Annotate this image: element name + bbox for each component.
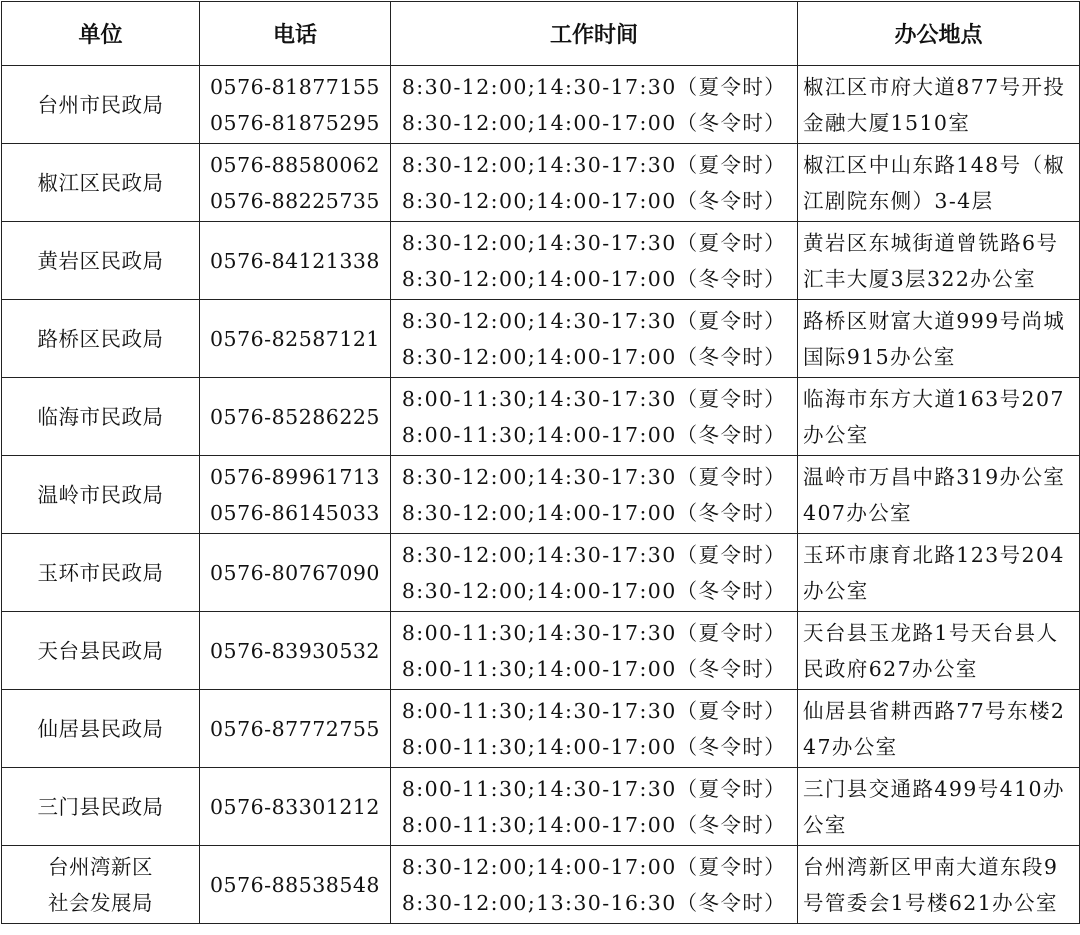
office-address: 黄岩区东城街道曾铣路6号汇丰大厦3层322办公室: [798, 222, 1080, 300]
office-address: 玉环市康育北路123号204办公室: [798, 534, 1080, 612]
hours-cell: [391, 144, 798, 222]
unit-cell: [2, 222, 200, 300]
table-row: [2, 222, 1080, 300]
phone-cell: [200, 144, 391, 222]
working-hours: 8:00-11:30;14:00-17:00（冬令时）: [401, 734, 787, 759]
office-address: 路桥区财富大道999号尚城国际915办公室: [798, 300, 1080, 378]
unit-cell: [2, 846, 200, 924]
phone-number: 0576-81877155: [210, 74, 380, 99]
phone-cell: [200, 222, 391, 300]
table-row: [2, 144, 1080, 222]
unit-cell: [2, 690, 200, 768]
unit-name: 椒江区民政局: [37, 170, 164, 195]
unit-cell: [2, 768, 200, 846]
phone-number: 0576-82587121: [210, 326, 380, 351]
phone-cell: [200, 300, 391, 378]
phone-number: 0576-85286225: [210, 404, 380, 429]
unit-cell: [2, 612, 200, 690]
working-hours: 8:30-12:00;14:00-17:00（冬令时）: [401, 110, 787, 135]
phone-number: 0576-83301212: [210, 794, 380, 819]
unit-name: 玉环市民政局: [37, 560, 164, 585]
unit-cell: [2, 144, 200, 222]
table-row: [2, 846, 1080, 924]
phone-number: 0576-83930532: [210, 638, 380, 663]
working-hours: 8:00-11:30;14:30-17:30（夏令时）: [401, 386, 787, 411]
header-unit: 单位: [2, 2, 200, 66]
working-hours: 8:00-11:30;14:30-17:30（夏令时）: [401, 776, 787, 801]
hours-cell: [391, 768, 798, 846]
unit-cell: [2, 378, 200, 456]
phone-cell: [200, 846, 391, 924]
working-hours: 8:00-11:30;14:00-17:00（冬令时）: [401, 656, 787, 681]
unit-name: 台州湾新区: [48, 854, 153, 879]
office-address: 三门县交通路499号410办公室: [798, 768, 1080, 846]
phone-cell: [200, 612, 391, 690]
phone-number: 0576-86145033: [210, 500, 380, 525]
unit-name: 黄岩区民政局: [37, 248, 164, 273]
hours-cell: [391, 690, 798, 768]
working-hours: 8:30-12:00;14:30-17:30（夏令时）: [401, 230, 787, 255]
working-hours: 8:00-11:30;14:00-17:00（冬令时）: [401, 812, 787, 837]
unit-name: 三门县民政局: [37, 794, 164, 819]
unit-name: 路桥区民政局: [37, 326, 164, 351]
phone-number: 0576-89961713: [210, 464, 380, 489]
header-hours: 工作时间: [391, 2, 798, 66]
table-row: [2, 456, 1080, 534]
phone-number: 0576-87772755: [210, 716, 380, 741]
table-row: [2, 768, 1080, 846]
office-address: 天台县玉龙路1号天台县人民政府627办公室: [798, 612, 1080, 690]
office-address: 临海市东方大道163号207办公室: [798, 378, 1080, 456]
phone-cell: [200, 378, 391, 456]
office-address: 台州湾新区甲南大道东段9号管委会1号楼621办公室: [798, 846, 1080, 924]
phone-number: 0576-88538548: [210, 872, 380, 897]
phone-number: 0576-84121338: [210, 248, 380, 273]
working-hours: 8:30-12:00;14:30-17:30（夏令时）: [401, 74, 787, 99]
working-hours: 8:30-12:00;14:30-17:30（夏令时）: [401, 542, 787, 567]
unit-name: 临海市民政局: [37, 404, 164, 429]
working-hours: 8:30-12:00;14:00-17:00（冬令时）: [401, 578, 787, 603]
table-row: [2, 300, 1080, 378]
office-address: 椒江区中山东路148号（椒江剧院东侧）3-4层: [798, 144, 1080, 222]
unit-name: 仙居县民政局: [37, 716, 164, 741]
working-hours: 8:30-12:00;14:30-17:30（夏令时）: [401, 152, 787, 177]
phone-number: 0576-80767090: [210, 560, 380, 585]
phone-cell: [200, 66, 391, 144]
office-address: 椒江区市府大道877号开投金融大厦1510室: [798, 66, 1080, 144]
working-hours: 8:30-12:00;14:30-17:30（夏令时）: [401, 464, 787, 489]
table-row: [2, 378, 1080, 456]
phone-number: 0576-81875295: [210, 110, 380, 135]
hours-cell: [391, 612, 798, 690]
phone-cell: [200, 768, 391, 846]
table-body: [2, 66, 1080, 924]
working-hours: 8:30-12:00;14:00-17:00（冬令时）: [401, 188, 787, 213]
working-hours: 8:30-12:00;14:00-17:00（夏令时）: [401, 854, 787, 879]
header-phone: 电话: [200, 2, 391, 66]
hours-cell: [391, 222, 798, 300]
phone-cell: [200, 690, 391, 768]
office-address: 温岭市万昌中路319办公室407办公室: [798, 456, 1080, 534]
hours-cell: [391, 534, 798, 612]
table-row: [2, 690, 1080, 768]
unit-cell: [2, 534, 200, 612]
working-hours: 8:30-12:00;14:00-17:00（冬令时）: [401, 266, 787, 291]
unit-name: 台州市民政局: [37, 92, 164, 117]
table-row: [2, 612, 1080, 690]
table-row: [2, 66, 1080, 144]
phone-number: 0576-88225735: [210, 188, 380, 213]
civil-affairs-contact-table: [1, 1, 1080, 924]
unit-name: 温岭市民政局: [37, 482, 164, 507]
table-row: [2, 534, 1080, 612]
unit-cell: [2, 66, 200, 144]
working-hours: 8:00-11:30;14:00-17:00（冬令时）: [401, 422, 787, 447]
working-hours: 8:00-11:30;14:30-17:30（夏令时）: [401, 620, 787, 645]
header-address: 办公地点: [798, 2, 1080, 66]
unit-name: 社会发展局: [48, 890, 153, 915]
hours-cell: [391, 378, 798, 456]
unit-cell: [2, 456, 200, 534]
working-hours: 8:30-12:00;14:00-17:00（冬令时）: [401, 500, 787, 525]
table-header-row: [2, 2, 1080, 66]
phone-cell: [200, 534, 391, 612]
office-address: 仙居县省耕西路77号东楼247办公室: [798, 690, 1080, 768]
unit-cell: [2, 300, 200, 378]
hours-cell: [391, 846, 798, 924]
working-hours: 8:30-12:00;14:30-17:30（夏令时）: [401, 308, 787, 333]
working-hours: 8:30-12:00;14:00-17:00（冬令时）: [401, 344, 787, 369]
hours-cell: [391, 300, 798, 378]
working-hours: 8:00-11:30;14:30-17:30（夏令时）: [401, 698, 787, 723]
working-hours: 8:30-12:00;13:30-16:30（冬令时）: [401, 890, 787, 915]
hours-cell: [391, 66, 798, 144]
hours-cell: [391, 456, 798, 534]
unit-name: 天台县民政局: [37, 638, 164, 663]
phone-cell: [200, 456, 391, 534]
phone-number: 0576-88580062: [210, 152, 380, 177]
